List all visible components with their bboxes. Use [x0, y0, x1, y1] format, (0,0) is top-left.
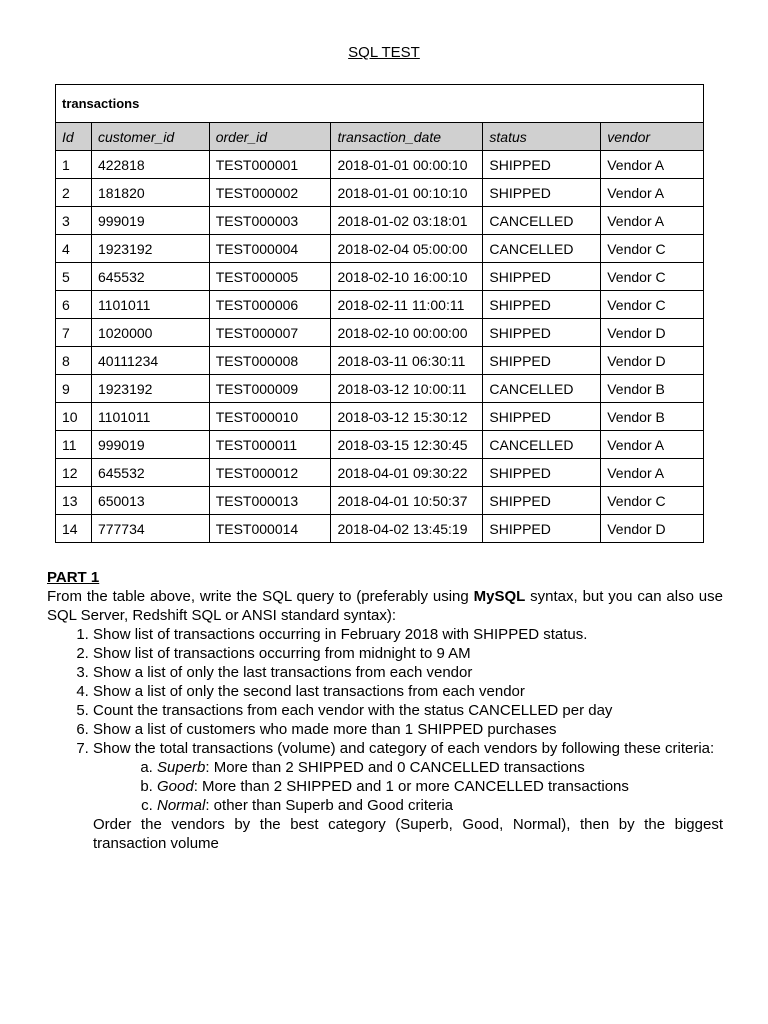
criteria-good-text: : More than 2 SHIPPED and 1 or more CANCELLED transactions [193, 778, 629, 795]
cell-customer-id: 645532 [91, 459, 209, 487]
cell-order-id: TEST000003 [209, 207, 331, 235]
table-row [56, 235, 704, 263]
cell-status: SHIPPED [483, 291, 601, 319]
cell-transaction-date: 2018-03-15 12:30:45 [331, 431, 483, 459]
cell-customer-id: 999019 [91, 207, 209, 235]
task-item-6: 6. Show a list of customers who made more than 1 SHIPPED purchases [93, 720, 723, 739]
criteria-superb [157, 758, 723, 777]
cell-transaction-date: 2018-01-01 00:10:10 [331, 179, 483, 207]
part-1-section [47, 568, 723, 853]
criteria-superb-term: Superb [157, 759, 206, 776]
cell-vendor: Vendor D [601, 515, 704, 543]
cell-id: 10 [56, 403, 92, 431]
table-row [56, 403, 704, 431]
transactions-table [55, 84, 704, 543]
cell-transaction-date: 2018-02-04 05:00:00 [331, 235, 483, 263]
cell-vendor: Vendor D [601, 347, 704, 375]
criteria-superb-text: : More than 2 SHIPPED and 0 CANCELLED transactions [205, 759, 585, 776]
table-row [56, 151, 704, 179]
cell-id: 2 [56, 179, 92, 207]
cell-status: CANCELLED [483, 431, 601, 459]
cell-transaction-date: 2018-04-01 09:30:22 [331, 459, 483, 487]
cell-id: 3 [56, 207, 92, 235]
cell-order-id: TEST000014 [209, 515, 331, 543]
cell-order-id: TEST000006 [209, 291, 331, 319]
cell-order-id: TEST000011 [209, 431, 331, 459]
cell-id: 6 [56, 291, 92, 319]
header-customer-id: customer_id [91, 123, 209, 151]
cell-status: SHIPPED [483, 151, 601, 179]
cell-customer-id: 645532 [91, 263, 209, 291]
cell-customer-id: 1020000 [91, 319, 209, 347]
table-row [56, 459, 704, 487]
header-status: status [483, 123, 601, 151]
cell-order-id: TEST000013 [209, 487, 331, 515]
task-item-7 [93, 739, 723, 815]
cell-id: 8 [56, 347, 92, 375]
cell-id: 14 [56, 515, 92, 543]
cell-id: 7 [56, 319, 92, 347]
intro-text-start: From the table above, write the SQL query to (preferably using [47, 588, 474, 605]
cell-order-id: TEST000009 [209, 375, 331, 403]
cell-status: SHIPPED [483, 347, 601, 375]
cell-vendor: Vendor C [601, 235, 704, 263]
table-row [56, 347, 704, 375]
cell-vendor: Vendor C [601, 263, 704, 291]
cell-transaction-date: 2018-02-10 16:00:10 [331, 263, 483, 291]
cell-customer-id: 40111234 [91, 347, 209, 375]
table-header-row [56, 123, 704, 151]
cell-transaction-date: 2018-04-02 13:45:19 [331, 515, 483, 543]
cell-status: SHIPPED [483, 403, 601, 431]
cell-order-id: TEST000001 [209, 151, 331, 179]
header-vendor: vendor [601, 123, 704, 151]
cell-vendor: Vendor D [601, 319, 704, 347]
header-id: Id [56, 123, 92, 151]
intro-mysql-bold: MySQL [473, 588, 526, 605]
table-row [56, 207, 704, 235]
task-item-2: 2. Show list of transactions occurring from midnight to 9 AM [93, 644, 723, 663]
cell-vendor: Vendor A [601, 151, 704, 179]
cell-status: SHIPPED [483, 459, 601, 487]
part-intro [47, 587, 723, 625]
cell-customer-id: 422818 [91, 151, 209, 179]
cell-id: 4 [56, 235, 92, 263]
cell-customer-id: 777734 [91, 515, 209, 543]
table-row [56, 375, 704, 403]
table-row [56, 431, 704, 459]
task-item-1: 1. Show list of transactions occurring in February 2018 with SHIPPED status. [93, 625, 723, 644]
table-row [56, 319, 704, 347]
criteria-normal-term: Normal [157, 797, 206, 814]
cell-transaction-date: 2018-03-11 06:30:11 [331, 347, 483, 375]
cell-transaction-date: 2018-02-11 11:00:11 [331, 291, 483, 319]
table-row [56, 179, 704, 207]
criteria-good [157, 777, 723, 796]
task-item-3: 3. Show a list of only the last transactions from each vendor [93, 663, 723, 682]
header-order-id: order_id [209, 123, 331, 151]
table-caption: transactions [56, 85, 704, 123]
cell-id: 11 [56, 431, 92, 459]
cell-transaction-date: 2018-03-12 15:30:12 [331, 403, 483, 431]
cell-vendor: Vendor A [601, 207, 704, 235]
table-row [56, 487, 704, 515]
task-item-7-text: Show the total transactions (volume) and category of each vendors by following these criteria: [93, 740, 715, 757]
table-row [56, 515, 704, 543]
intro-text-end: syntax, but you can also use SQL Server, Redshift SQL or ANSI standard syntax): [47, 588, 723, 624]
cell-id: 13 [56, 487, 92, 515]
cell-vendor: Vendor A [601, 179, 704, 207]
cell-order-id: TEST000012 [209, 459, 331, 487]
part-title: PART 1 [47, 569, 100, 586]
criteria-normal-text: : other than Superb and Good criteria [205, 797, 453, 814]
cell-status: SHIPPED [483, 515, 601, 543]
cell-vendor: Vendor A [601, 459, 704, 487]
cell-status: SHIPPED [483, 179, 601, 207]
task-item-5: 5. Count the transactions from each vendor with the status CANCELLED per day [93, 701, 723, 720]
cell-id: 12 [56, 459, 92, 487]
header-transaction-date: transaction_date [331, 123, 483, 151]
table-row [56, 263, 704, 291]
cell-vendor: Vendor B [601, 375, 704, 403]
cell-transaction-date: 2018-01-02 03:18:01 [331, 207, 483, 235]
cell-id: 9 [56, 375, 92, 403]
cell-vendor: Vendor A [601, 431, 704, 459]
cell-order-id: TEST000005 [209, 263, 331, 291]
cell-status: SHIPPED [483, 319, 601, 347]
cell-vendor: Vendor C [601, 291, 704, 319]
cell-status: CANCELLED [483, 207, 601, 235]
cell-customer-id: 999019 [91, 431, 209, 459]
cell-vendor: Vendor C [601, 487, 704, 515]
cell-transaction-date: 2018-03-12 10:00:11 [331, 375, 483, 403]
task-list [47, 625, 723, 815]
cell-order-id: TEST000004 [209, 235, 331, 263]
cell-id: 5 [56, 263, 92, 291]
cell-customer-id: 1101011 [91, 403, 209, 431]
criteria-list [93, 758, 723, 815]
cell-order-id: TEST000008 [209, 347, 331, 375]
cell-order-id: TEST000010 [209, 403, 331, 431]
cell-order-id: TEST000007 [209, 319, 331, 347]
cell-status: CANCELLED [483, 375, 601, 403]
page-title: SQL TEST [348, 44, 420, 61]
cell-order-id: TEST000002 [209, 179, 331, 207]
table-row [56, 291, 704, 319]
cell-transaction-date: 2018-04-01 10:50:37 [331, 487, 483, 515]
cell-customer-id: 1101011 [91, 291, 209, 319]
cell-customer-id: 181820 [91, 179, 209, 207]
cell-vendor: Vendor B [601, 403, 704, 431]
cell-transaction-date: 2018-02-10 00:00:00 [331, 319, 483, 347]
cell-id: 1 [56, 151, 92, 179]
criteria-good-term: Good [157, 778, 194, 795]
cell-status: SHIPPED [483, 487, 601, 515]
cell-customer-id: 1923192 [91, 375, 209, 403]
cell-status: SHIPPED [483, 263, 601, 291]
criteria-normal [157, 796, 723, 815]
cell-status: CANCELLED [483, 235, 601, 263]
cell-transaction-date: 2018-01-01 00:00:10 [331, 151, 483, 179]
cell-customer-id: 1923192 [91, 235, 209, 263]
order-note: Order the vendors by the best category (Superb, Good, Normal), then by the biggest transaction volume [93, 816, 723, 852]
table-caption-row [56, 85, 704, 123]
task-item-4: 4. Show a list of only the second last transactions from each vendor [93, 682, 723, 701]
cell-customer-id: 650013 [91, 487, 209, 515]
